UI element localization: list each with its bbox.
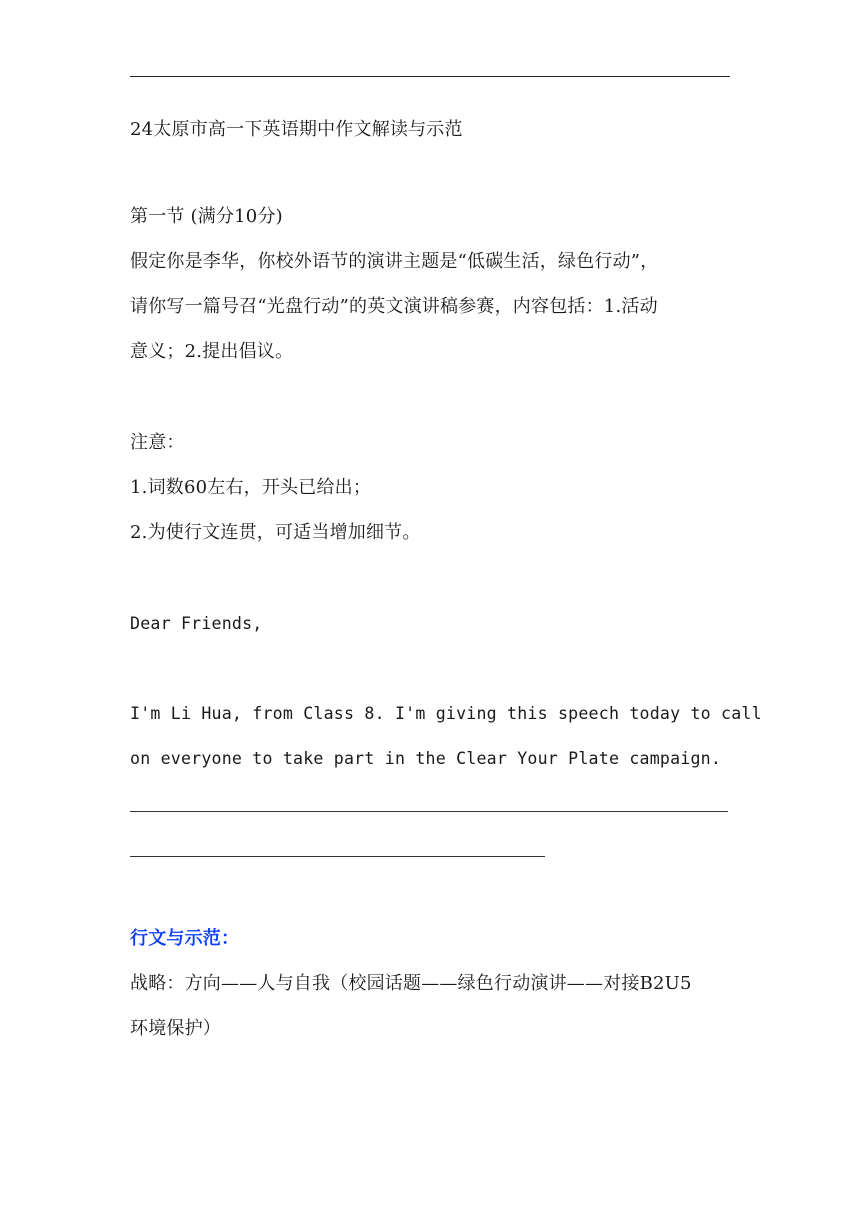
body-line-1: I'm Li Hua, from Class 8. I'm giving this speech today to call	[130, 704, 762, 723]
salutation: Dear Friends,	[130, 614, 263, 633]
section-header: 第一节 (满分10分)	[130, 206, 283, 227]
prompt-line-3: 意义；2.提出倡议。	[130, 341, 294, 362]
strategy-line-2: 环境保护）	[130, 1018, 221, 1039]
answer-blank-line-1	[130, 811, 728, 812]
prompt-line-2: 请你写一篇号召“光盘行动”的英文演讲稿参赛，内容包括：1.活动	[130, 296, 658, 317]
header-rule	[130, 76, 730, 77]
prompt-line-1: 假定你是李华，你校外语节的演讲主题是“低碳生活，绿色行动”，	[130, 251, 659, 272]
model-answer-heading: 行文与示范：	[130, 928, 240, 949]
notes-label: 注意：	[130, 432, 185, 453]
answer-blank-line-2	[130, 856, 545, 857]
strategy-line-1: 战略：方向——人与自我（校园话题——绿色行动演讲——对接B2U5	[130, 973, 692, 994]
body-line-2: on everyone to take part in the Clear Your Plate campaign.	[130, 749, 722, 768]
note-item-2: 2.为使行文连贯，可适当增加细节。	[130, 522, 421, 543]
document-title: 24太原市高一下英语期中作文解读与示范	[130, 119, 463, 140]
note-item-1: 1.词数60左右，开头已给出；	[130, 477, 372, 498]
